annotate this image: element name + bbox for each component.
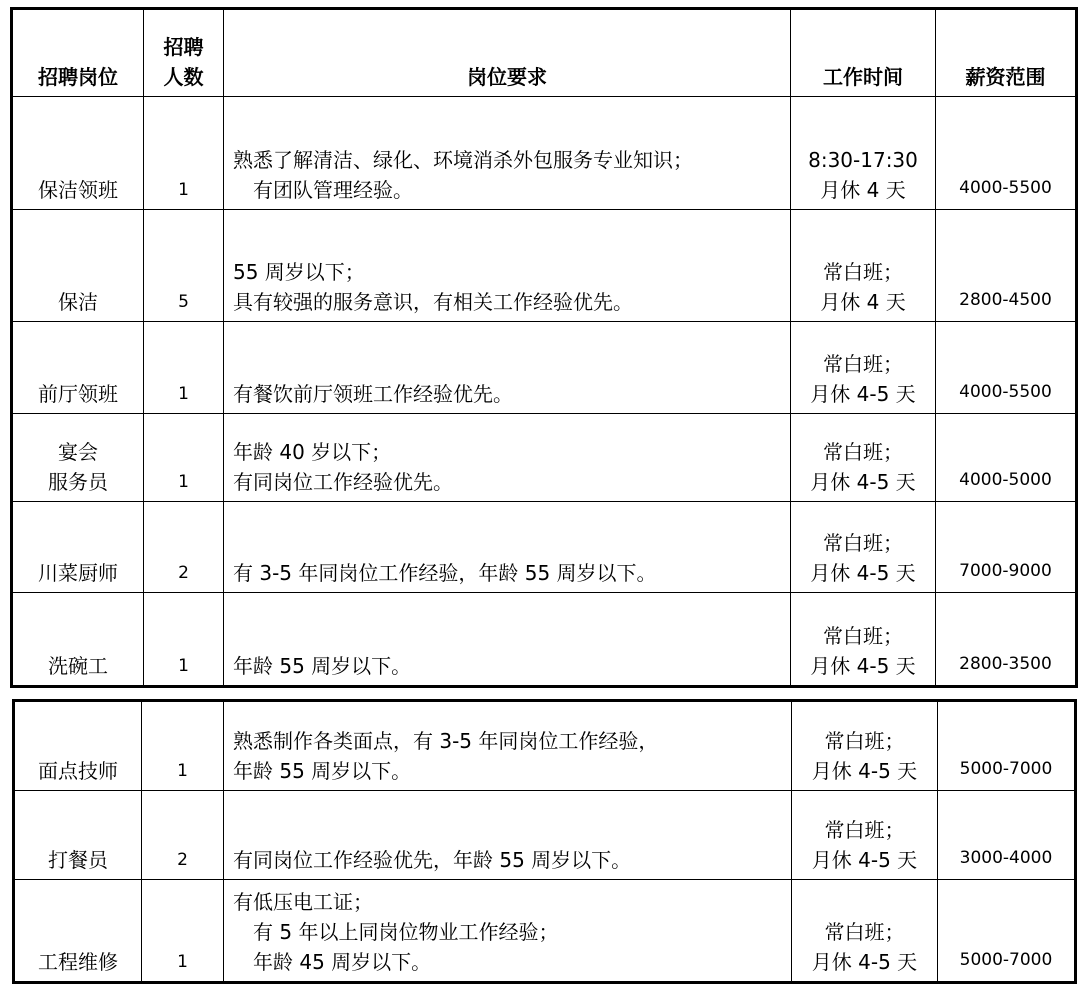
header-hours: 工作时间 [791, 9, 936, 97]
position-line: 打餐员 [48, 848, 108, 872]
count-cell: 1 [144, 322, 224, 414]
requirement-line: 具有较强的服务意识，有相关工作经验优先。 [233, 290, 633, 314]
requirement-cell [224, 701, 792, 791]
hours-line: 常白班； [823, 624, 903, 648]
header-count-line2: 人数 [163, 65, 204, 89]
count-cell: 1 [144, 97, 224, 210]
count-cell: 1 [144, 414, 224, 502]
requirement-cell [224, 593, 791, 687]
hours-cell [791, 593, 936, 687]
hours-line: 月休 4-5 天 [810, 654, 916, 678]
requirement-line: 有低压电工证； [233, 890, 373, 914]
hours-line: 常白班； [823, 352, 903, 376]
position-line: 工程维修 [38, 950, 118, 974]
table-row [12, 414, 1077, 502]
hours-line: 月休 4-5 天 [811, 950, 918, 974]
table-row [14, 701, 1076, 791]
requirement-cell [224, 880, 792, 983]
position-line: 前厅领班 [38, 382, 118, 406]
hours-line: 常白班； [824, 729, 905, 753]
salary-cell: 5000-7000 [938, 880, 1076, 983]
hours-cell [792, 701, 938, 791]
hours-line: 常白班； [823, 440, 903, 464]
hours-cell [792, 880, 938, 983]
requirement-line: 年龄 55 周岁以下。 [233, 654, 412, 678]
requirement-line: 年龄 45 周岁以下。 [253, 950, 432, 974]
hours-cell [791, 210, 936, 322]
count-cell: 2 [142, 791, 224, 880]
hours-line: 月休 4-5 天 [811, 848, 918, 872]
requirement-line: 有 3-5 年同岗位工作经验，年龄 55 周岁以下。 [233, 561, 657, 585]
position-cell [12, 210, 144, 322]
requirement-cell [224, 97, 791, 210]
hours-cell [791, 414, 936, 502]
hours-line: 月休 4 天 [820, 178, 906, 202]
position-cell [14, 880, 142, 983]
position-cell [12, 414, 144, 502]
job-table-continued [12, 699, 1077, 984]
position-line: 洗碗工 [48, 654, 108, 678]
requirement-line: 有餐饮前厅领班工作经验优先。 [233, 382, 513, 406]
requirement-cell [224, 414, 791, 502]
job-table-main [10, 7, 1078, 688]
table-row [12, 322, 1077, 414]
table-row [12, 210, 1077, 322]
hours-line: 常白班； [823, 531, 903, 555]
table-row [14, 791, 1076, 880]
requirement-line: 有团队管理经验。 [253, 178, 413, 202]
position-cell [14, 791, 142, 880]
requirement-cell [224, 322, 791, 414]
position-cell [12, 97, 144, 210]
count-cell: 1 [142, 880, 224, 983]
position-cell [12, 322, 144, 414]
table-row [14, 880, 1076, 983]
requirement-line: 年龄 55 周岁以下。 [233, 759, 412, 783]
salary-cell: 2800-3500 [936, 593, 1077, 687]
hours-line: 常白班； [824, 818, 905, 842]
hours-line: 月休 4 天 [820, 290, 906, 314]
requirement-cell [224, 791, 792, 880]
position-line: 保洁领班 [38, 178, 118, 202]
position-cell [12, 593, 144, 687]
table-row [12, 593, 1077, 687]
position-line: 面点技师 [38, 759, 118, 783]
table-row [12, 97, 1077, 210]
count-cell: 2 [144, 502, 224, 593]
hours-line: 月休 4-5 天 [810, 382, 916, 406]
salary-cell: 2800-4500 [936, 210, 1077, 322]
table-row [12, 502, 1077, 593]
count-cell: 1 [142, 701, 224, 791]
requirement-line: 55 周岁以下； [233, 260, 365, 284]
position-line: 保洁 [58, 290, 98, 314]
position-line: 服务员 [48, 470, 108, 494]
salary-cell: 5000-7000 [938, 701, 1076, 791]
position-cell [14, 701, 142, 791]
requirement-line: 熟悉制作各类面点，有 3-5 年同岗位工作经验， [233, 729, 659, 753]
hours-line: 8:30-17:30 [808, 148, 918, 172]
position-line: 川菜厨师 [38, 561, 118, 585]
requirement-line: 有同岗位工作经验优先。 [233, 470, 453, 494]
salary-cell: 4000-5500 [936, 97, 1077, 210]
hours-line: 月休 4-5 天 [810, 470, 916, 494]
position-cell [12, 502, 144, 593]
requirement-cell [224, 210, 791, 322]
hours-cell [791, 502, 936, 593]
hours-cell [792, 791, 938, 880]
hours-line: 常白班； [824, 920, 905, 944]
requirement-line: 年龄 40 岁以下； [233, 440, 392, 464]
count-cell: 5 [144, 210, 224, 322]
requirement-line: 有同岗位工作经验优先，年龄 55 周岁以下。 [233, 848, 632, 872]
header-count [144, 9, 224, 97]
requirement-cell [224, 502, 791, 593]
header-count-line1: 招聘 [163, 35, 204, 59]
salary-cell: 4000-5000 [936, 414, 1077, 502]
position-line: 宴会 [58, 440, 98, 464]
salary-cell: 3000-4000 [938, 791, 1076, 880]
salary-cell: 7000-9000 [936, 502, 1077, 593]
requirement-line: 有 5 年以上同岗位物业工作经验； [253, 920, 559, 944]
hours-line: 月休 4-5 天 [811, 759, 918, 783]
hours-line: 月休 4-5 天 [810, 561, 916, 585]
header-row [12, 9, 1077, 97]
header-position: 招聘岗位 [12, 9, 144, 97]
hours-cell [791, 97, 936, 210]
hours-line: 常白班； [823, 260, 903, 284]
count-cell: 1 [144, 593, 224, 687]
header-salary: 薪资范围 [936, 9, 1077, 97]
requirement-line: 熟悉了解清洁、绿化、环境消杀外包服务专业知识； [233, 148, 693, 172]
hours-cell [791, 322, 936, 414]
header-requirements: 岗位要求 [224, 9, 791, 97]
salary-cell: 4000-5500 [936, 322, 1077, 414]
